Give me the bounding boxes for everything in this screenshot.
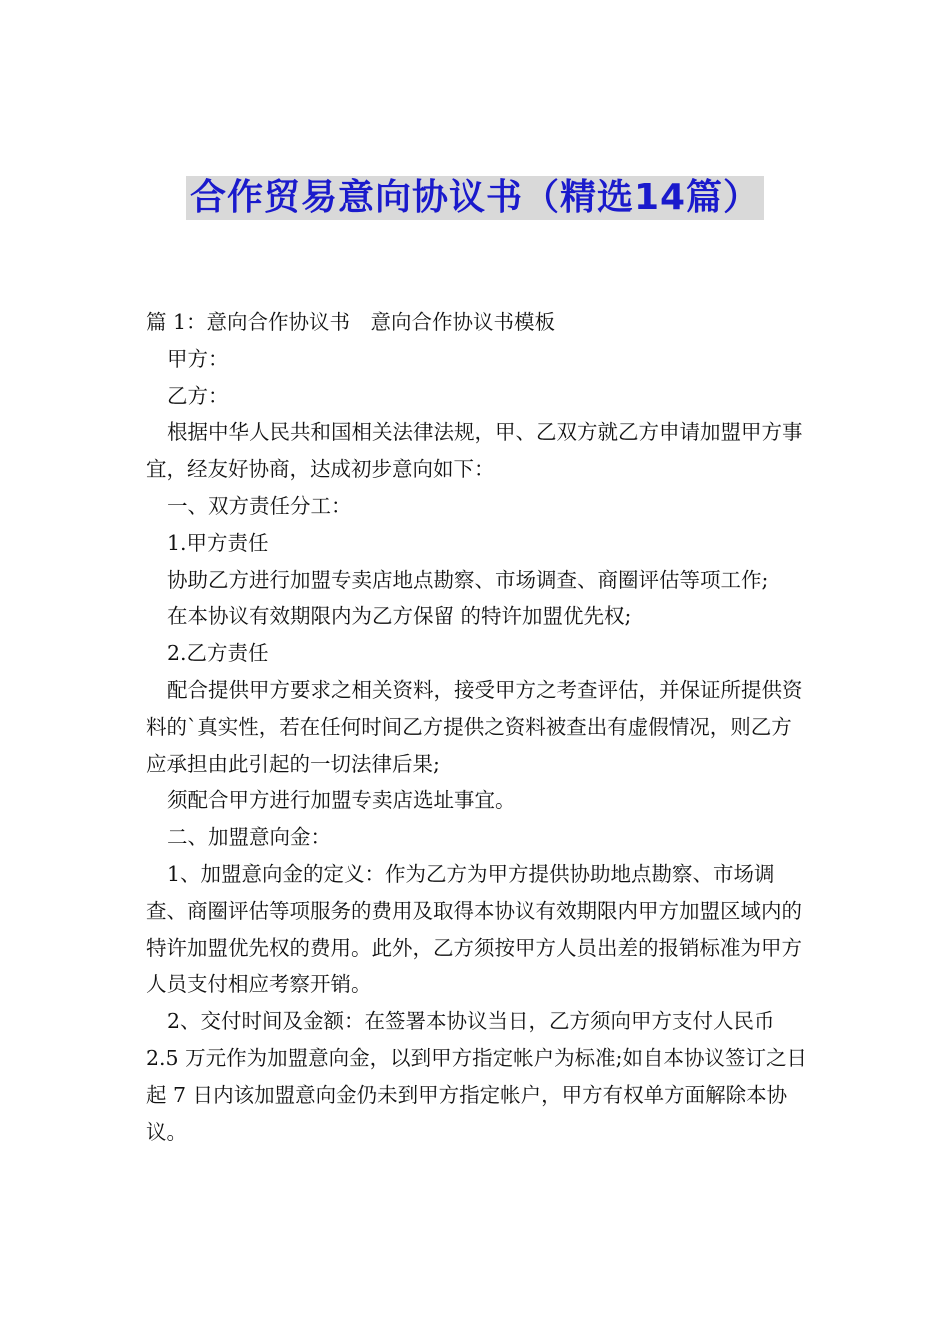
paragraph: 甲方： [167, 346, 229, 371]
paragraph: 2.乙方责任 [167, 641, 269, 666]
paragraph: 篇 1：意向合作协议书 意向合作协议书模板 [146, 310, 556, 334]
paragraph: 一、双方责任分工： [167, 493, 352, 518]
document-title: 合作贸易意向协议书（精选14篇） [186, 176, 764, 220]
paragraph: 配合提供甲方要求之相关资料，接受甲方之考查评估，并保证所提供资料的`真实性，若在任何时间乙方提供之资料被查出有虚假情况，则乙方应承担由此引起的一切法律后果; [146, 677, 803, 776]
paragraph: 2、交付时间及金额：在签署本协议当日，乙方须向甲方支付人民币 2.5 万元作为加盟意向金，以到甲方指定帐户为标准;如自本协议签订之日起 7 日内该加盟意向金仍未到甲方指定帐户，甲方有权单方面解除本协议。 [146, 1009, 808, 1144]
paragraph: 二、加盟意向金： [167, 825, 331, 850]
paragraph: 1.甲方责任 [167, 530, 269, 555]
paragraph: 1、加盟意向金的定义：作为乙方为甲方提供协助地点勘察、市场调查、商圈评估等项服务的费用及取得本协议有效期限内甲方加盟区域内的特许加盟优先权的费用。此外，乙方须按甲方人员出差的报销标准为甲方人员支付相应考察开销。 [146, 861, 802, 997]
paragraph: 乙方： [167, 383, 229, 408]
title-container [0, 176, 950, 220]
document-body [146, 304, 808, 1150]
paragraph: 协助乙方进行加盟专卖店地点勘察、市场调查、商圈评估等项工作; [167, 567, 769, 592]
paragraph: 须配合甲方进行加盟专卖店选址事宜。 [167, 788, 516, 813]
paragraph: 根据中华人民共和国相关法律法规，甲、乙双方就乙方申请加盟甲方事宜，经友好协商，达成初步意向如下： [146, 420, 803, 482]
paragraph: 在本协议有效期限内为乙方保留 的特许加盟优先权; [167, 604, 632, 629]
